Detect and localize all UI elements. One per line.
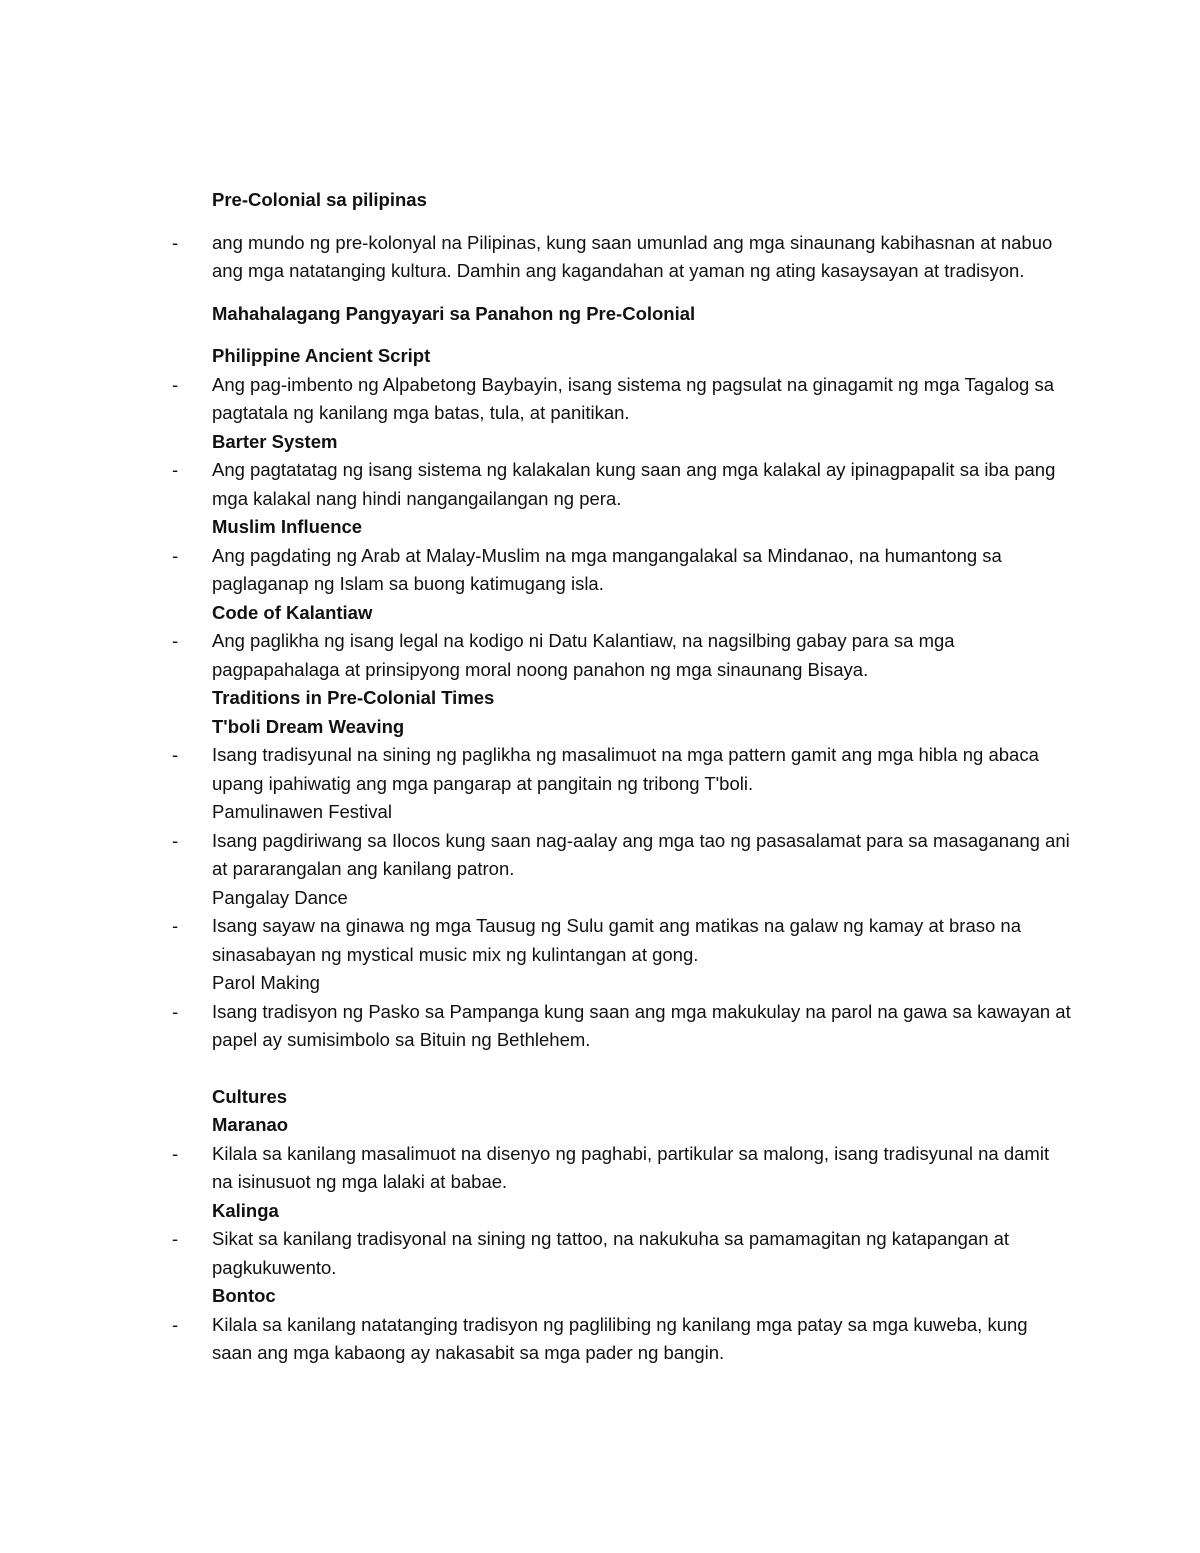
tradition-heading: Pamulinawen Festival <box>212 801 392 822</box>
bullet-dash: - <box>172 744 179 765</box>
bullet-dash: - <box>172 829 179 851</box>
tradition-text: Isang sayaw na ginawa ng mga Tausug ng Sulu gamit ang matikas na galaw ng kamay at braso na sinasabayan ng mystical music mix ng kulintangan at gong. <box>212 915 1022 965</box>
events-heading: Mahahalagang Pangyayari sa Panahon ng Pre-Colonial <box>212 302 696 324</box>
event-heading: Philippine Ancient Script <box>212 345 431 366</box>
spacer <box>172 215 1072 229</box>
spacer <box>172 1055 1072 1083</box>
tradition-item <box>172 998 1072 1055</box>
tradition-item <box>172 912 1072 969</box>
document-body <box>172 186 1072 1368</box>
tradition-heading: Parol Making <box>212 972 320 993</box>
culture-text: Kilala sa kanilang natatanging tradisyon ng paglilibing ng kanilang mga patay sa mga kuweba, kung saan ang mga kabaong ay nakasabit sa mga pader ng bangin. <box>212 1313 1028 1363</box>
event-text: Ang pagdating ng Arab at Malay-Muslim na mga mangangalakal sa Mindanao, na humantong sa paglaganap ng Islam sa buong katimugang isla. <box>212 544 1002 594</box>
bullet-dash: - <box>172 1142 179 1164</box>
intro-item <box>172 229 1072 286</box>
tradition-text: Isang tradisyon ng Pasko sa Pampanga kung saan ang mga makukulay na parol na gawa sa kawayan at papel ay sumisimbolo sa Bituin ng Bethlehem. <box>212 1000 1071 1050</box>
event-item <box>172 542 1072 599</box>
bullet-dash: - <box>172 1000 179 1022</box>
bullet-dash: - <box>172 915 179 936</box>
bullet-dash: - <box>172 544 179 566</box>
culture-item <box>172 1225 1072 1282</box>
event-heading: Muslim Influence <box>212 516 363 537</box>
culture-item <box>172 1311 1072 1368</box>
culture-item <box>172 1140 1072 1197</box>
bullet-dash: - <box>172 630 179 651</box>
tradition-item <box>172 741 1072 798</box>
cultures-heading: Cultures <box>212 1085 288 1107</box>
tradition-heading: T'boli Dream Weaving <box>212 715 405 737</box>
tradition-item <box>172 827 1072 884</box>
document-title: Pre-Colonial sa pilipinas <box>212 189 427 210</box>
event-text: Ang paglikha ng isang legal na kodigo ni Datu Kalantiaw, na nagsilbing gabay para sa mga pagpapahalaga at prinsipyong moral noong panahon ng mga sinaunang Bisaya. <box>212 630 955 680</box>
culture-text: Kilala sa kanilang masalimuot na disenyo ng paghabi, partikular sa malong, isang tradisyunal na damit na isinusuot ng mga lalaki at babae. <box>212 1142 1050 1192</box>
traditions-heading: Traditions in Pre-Colonial Times <box>212 687 495 708</box>
event-item <box>172 456 1072 513</box>
bullet-dash: - <box>172 459 179 480</box>
tradition-text: Isang tradisyunal na sining ng paglikha ng masalimuot na mga pattern gamit ang mga hibla ng abaca upang ipahiwatig ang mga pangarap at pangitain ng tribong T'boli. <box>212 744 1039 794</box>
tradition-text: Isang pagdiriwang sa Ilocos kung saan nag-aalay ang mga tao ng pasasalamat para sa masaganang ani at pararangalan ang kanilang patron. <box>212 829 1070 879</box>
culture-heading: Maranao <box>212 1114 289 1135</box>
event-text: Ang pag-imbento ng Alpabetong Baybayin, isang sistema ng pagsulat na ginagamit ng mga Tagalog sa pagtatala ng kanilang mga batas, tula, at panitikan. <box>212 373 1054 423</box>
culture-heading: Kalinga <box>212 1199 279 1221</box>
event-item <box>172 371 1072 428</box>
event-item <box>172 627 1072 684</box>
event-text: Ang pagtatatag ng isang sistema ng kalakalan kung saan ang mga kalakal ay ipinagpapalit sa iba pang mga kalakal nang hindi nangangailangan ng pera. <box>212 459 1056 509</box>
culture-text: Sikat sa kanilang tradisyonal na sining ng tattoo, na nakukuha sa pamamagitan ng katapangan at pagkukuwento. <box>212 1228 1010 1278</box>
tradition-heading: Pangalay Dance <box>212 886 348 908</box>
culture-heading: Bontoc <box>212 1285 276 1306</box>
bullet-dash: - <box>172 1313 179 1335</box>
intro-text: ang mundo ng pre-kolonyal na Pilipinas, kung saan umunlad ang mga sinaunang kabihasnan at nabuo ang mga natatanging kultura. Damhin ang kagandahan at yaman ng ating kasaysayan at tradisyon. <box>212 231 1053 281</box>
event-heading: Code of Kalantiaw <box>212 601 373 623</box>
spacer <box>172 286 1072 300</box>
bullet-dash: - <box>172 1228 179 1249</box>
bullet-dash: - <box>172 373 179 395</box>
event-heading: Barter System <box>212 430 338 452</box>
spacer <box>172 328 1072 342</box>
bullet-dash: - <box>172 231 179 253</box>
